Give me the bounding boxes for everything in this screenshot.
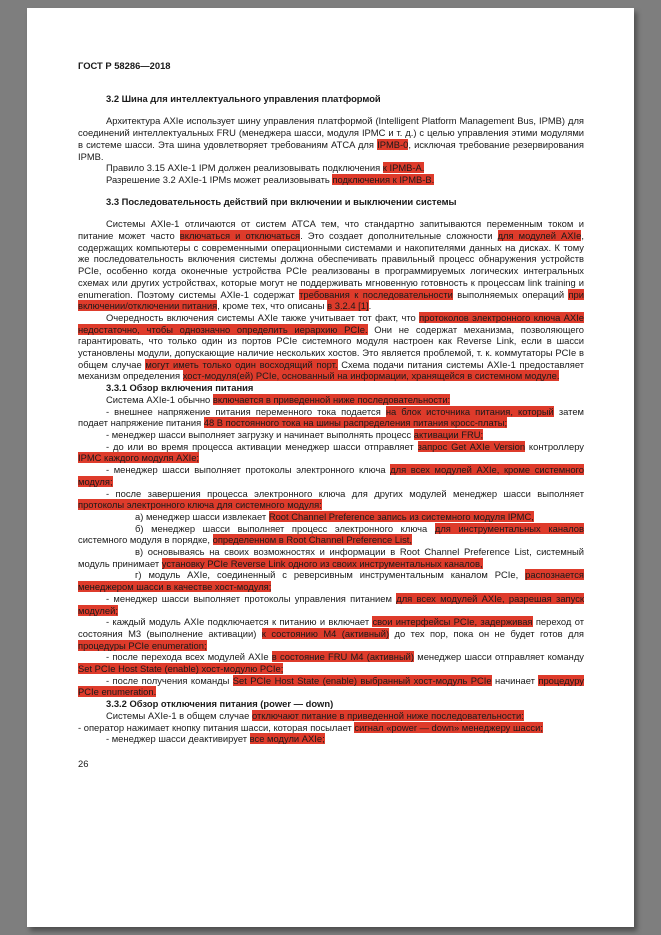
text-highlight: хост-модуля(ей) PCIe, основанный на информации, хранящейся в системном модуле. <box>182 370 560 382</box>
text-highlight: для всех модулей AXIe, кроме системного модуля; <box>78 464 584 487</box>
text-highlight: все модули AXIe; <box>249 733 325 745</box>
paragraph: - после завершения процесса электронного ключа для других модулей менеджер шасси выполняет протоколы электронного ключа для системного модуля: <box>78 487 584 511</box>
text-highlight: свои интерфейсы PCIe, задерживая <box>372 616 533 628</box>
text-highlight: на блок источника питания, который <box>385 405 554 417</box>
text-highlight: Set PCIe Host State (enable) выбранный хост-модуль PCIe <box>232 674 492 686</box>
text-highlight: могут иметь только один восходящий порт. <box>145 358 338 370</box>
text-highlight: при включении/отключении питания <box>78 288 585 312</box>
paragraph: - оператор нажимает кнопку питания шасси, которая посылает сигнал «power — down» менеджеру шасси; <box>78 721 543 733</box>
text-highlight: процедуры PCIe enumeration; <box>78 639 207 651</box>
text-highlight: требования к последовательности <box>299 288 453 300</box>
subsection-heading: 3.3.2 Обзор отключения питания (power — down) <box>106 698 334 710</box>
text-highlight: включаться и отключаться <box>179 230 301 242</box>
list-item: в) основываясь на своих возможностях и информации в Root Channel Preference List, системный модуль принимает установку PCIe Reverse Link одного из своих инструментальных каналов, <box>78 546 584 569</box>
paragraph: - после получения команды Set PCIe Host State (enable) выбранный хост-модуль PCIe начинает процедуру PCIe enumeration. <box>78 674 584 698</box>
text-highlight: Set PCIe Host State (enable) хост-модулю PCIe; <box>78 663 284 675</box>
text-highlight: сигнал «power — down» менеджеру шасси; <box>354 721 543 733</box>
text-highlight: в состояние FRU M4 (активный) <box>271 651 415 663</box>
paragraph: - менеджер шасси выполняет протоколы управления питанием для всех модулей AXIe, разрешая запуск модулей; <box>78 592 584 616</box>
document-header: ГОСТ Р 58286—2018 <box>78 60 171 71</box>
text-highlight: для модулей AXIe <box>497 230 582 242</box>
list-item: г) модуль AXIe, соединенный с реверсивным инструментальным каналом PCIe, распознается менеджером шасси в качестве хост-модуля; <box>78 569 584 593</box>
list-item: а) менеджер шасси извлекает Root Channel Preference запись из системного модуля IPMC, <box>135 510 534 522</box>
document-page <box>27 8 634 927</box>
page-text-area <box>27 8 634 770</box>
text-highlight: подключения к IPMB-B. <box>332 173 435 185</box>
paragraph: - после перехода всех модулей AXIe в состояние FRU M4 (активный) менеджер шасси отправляет команду Set PCIe Host State (enable) хост-модулю PCIe; <box>78 651 584 675</box>
paragraph: - до или во время процесса активации менеджер шасси отправляет запрос Get AXIe Version контроллеру IPMC каждого модуля AXIe; <box>78 440 584 464</box>
document-content <box>78 93 584 745</box>
section-heading: 3.3 Последовательность действий при включении и выключении системы <box>106 195 457 207</box>
text-highlight: к IPMB-A. <box>382 162 425 174</box>
list-item: б) менеджер шасси выполняет процесс электронного ключа для инструментальных каналов системного модуля в порядке, определенном в Root Channel Preference List, <box>78 522 585 546</box>
text-highlight: в 3.2.4 [1] <box>327 300 369 312</box>
text-highlight: процедуру PCIe enumeration. <box>78 674 584 698</box>
paragraph: Разрешение 3.2 AXIe-1 IPMs может реализовывать подключения к IPMB-B. <box>106 173 435 185</box>
paragraph: - внешнее напряжение питания переменного тока подается на блок источника питания, который затем подает напряжение питания 48 В постоянного тока на шины распределения питания кросс-платы; <box>78 405 584 429</box>
text-highlight: к состоянию M4 (активный) <box>261 627 390 639</box>
text-highlight: протоколы электронного ключа для системного модуля: <box>78 499 322 511</box>
text-highlight: определенном в Root Channel Preference List, <box>212 534 412 546</box>
text-highlight: отключают питание в приведенной ниже последовательности: <box>251 709 524 721</box>
paragraph: Архитектура AXIe использует шину управления платформой (Intelligent Platform Management Bus, IPMB) для соединений интеллектуальных FRU (менеджера шасси, модуля IPMC и т. д.) с целью управления этими модулями в системе шасси. Эта шина удовлетворяет требованиям ATCA для IPMB-0, исключая требование резервирования IPMB. <box>78 115 584 162</box>
subsection-heading: 3.3.1 Обзор включения питания <box>106 382 254 394</box>
page-number: 26 <box>78 757 89 769</box>
text-highlight: включается в приведенной ниже последовательности: <box>212 393 451 405</box>
text-highlight: 48 В постоянного тока на шины распределения питания кросс-платы; <box>203 417 508 429</box>
text-highlight: распознается менеджером шасси в качестве хост-модуля; <box>78 569 584 593</box>
paragraph: Системы AXIe-1 отличаются от систем ATCA тем, что стандартно запитываются переменным током и питание может часто включаться и отключаться. Это создает дополнительные сложности для модулей AXIe, содержащих компьютеры с современными операционными системами и накопителями данных на дисках. К тому же последовательность включения системы должна обеспечивать правильный процесс обнаружения устройств PCIe, особенно когда оконечные устройства PCIe реализованы в программируемых логических интегральных схемах или других устройствах, которые могут не поддерживать мгновенную готовность к процессам link training и enumeration. Поэтому системы AXIe-1 содержат требования к последовательности выполняемых операций при включении/отключении питания, кроме тех, что описаны в 3.2.4 [1]. <box>78 218 585 312</box>
paragraph: Очередность включения системы AXIe также учитывает тот факт, что протоколов электронного ключа AXIe недостаточно, чтобы однозначно определить иерархию PCIe. Они не содержат механизма, позволяющего гарантировать, что только один из портов PCIe системного модуля настроен как Reverse Link, если в шасси установлены модули, допускающие наличие нескольких хостов. Это является проблемой, т. к. коммутаторы PCIe в общем случае могут иметь только один восходящий порт. Схема подачи питания системы AXIe-1 предоставляет механизм определения хост-модуля(ей) PCIe, основанный на информации, хранящейся в системном модуле. <box>78 311 585 382</box>
text-highlight: активации FRU; <box>413 428 484 440</box>
text-highlight: IPMC каждого модуля AXIe; <box>78 452 200 464</box>
paragraph: - менеджер шасси деактивирует все модули AXIe; <box>106 733 325 745</box>
text-highlight: Root Channel Preference запись из системного модуля IPMC, <box>268 510 534 522</box>
paragraph: Системы AXIe-1 в общем случае отключают питание в приведенной ниже последовательности: <box>106 709 524 721</box>
paragraph: Правило 3.15 AXIe-1 IPM должен реализовывать подключения к IPMB-A. <box>106 162 425 174</box>
paragraph: - менеджер шасси выполняет загрузку и начинает выполнять процесс активации FRU; <box>106 428 484 440</box>
text-highlight: запрос Get AXIe Version <box>417 440 526 452</box>
text-highlight: установку PCIe Reverse Link одного из своих инструментальных каналов, <box>161 557 483 569</box>
text-highlight: для инструментальных каналов <box>434 522 585 534</box>
text-highlight: IPMB-0 <box>377 138 409 150</box>
paragraph: Система AXIe-1 обычно включается в приведенной ниже последовательности: <box>106 393 451 405</box>
text-highlight: для всех модулей AXIe, разрешая запуск модулей; <box>78 592 584 616</box>
paragraph: - каждый модуль AXIe подключается к питанию и включает свои интерфейсы PCIe, задерживая переход от состояния M3 (выполнение активации) к состоянию M4 (активный) до тех пор, пока он не будет готов для процедуры PCIe enumeration; <box>78 616 585 651</box>
text-highlight: протоколов электронного ключа AXIe недостаточно, чтобы однозначно определить иерархию PCIe. <box>78 311 584 335</box>
paragraph: - менеджер шасси выполняет протоколы электронного ключа для всех модулей AXIe, кроме системного модуля; <box>78 464 584 487</box>
section-heading: 3.2 Шина для интеллектуального управления платформой <box>106 92 381 104</box>
